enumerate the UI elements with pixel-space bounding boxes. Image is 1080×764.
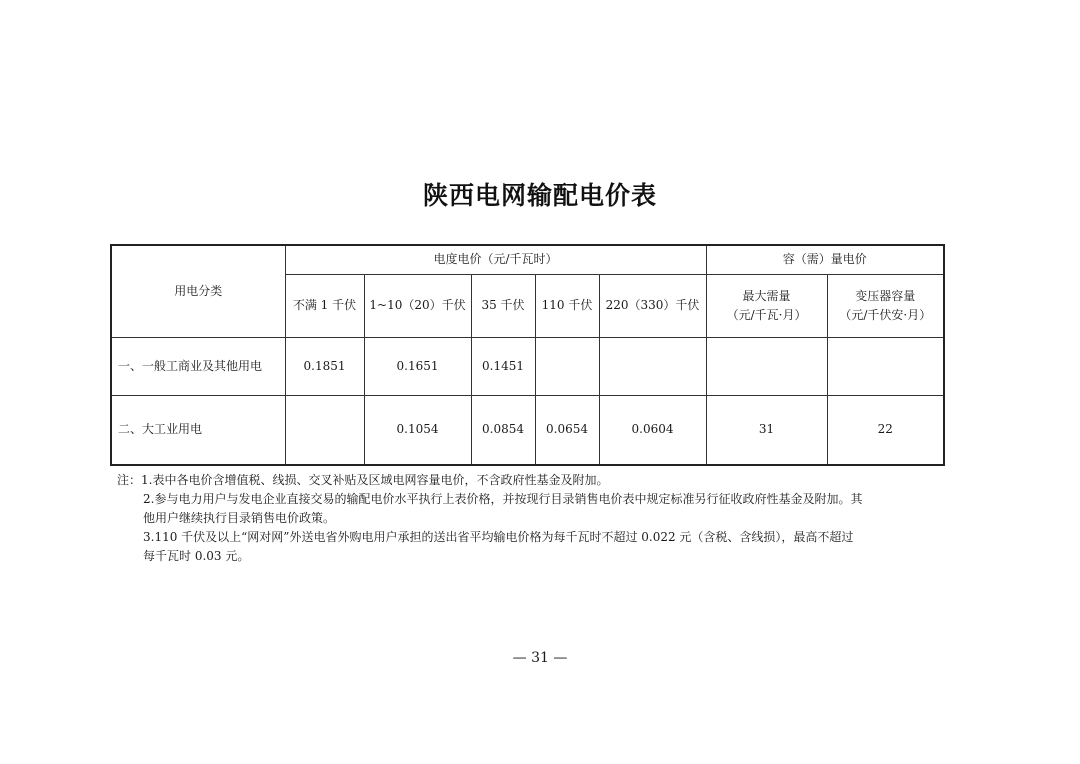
table-cell xyxy=(706,337,827,395)
column-header-line: 最大需量 xyxy=(742,288,791,303)
table-cell: 31 xyxy=(706,395,827,465)
column-header-max-demand xyxy=(706,274,827,337)
column-header: 35 千伏 xyxy=(471,274,535,337)
note-line: 3.110 千伏及以上“网对网”外送电省外购电用户承担的送出省平均输电价格为每千瓦时不超过 0.022 元（含税、含线损），最高不超过 xyxy=(143,530,854,544)
notes xyxy=(117,471,962,566)
column-header-unit: （元/千伏安·月） xyxy=(839,307,932,322)
table-cell: 0.1651 xyxy=(364,337,471,395)
column-header: 1~10（20）千伏 xyxy=(364,274,471,337)
table-cell xyxy=(535,337,599,395)
column-header: 220（330）千伏 xyxy=(599,274,706,337)
capacity-price-group-header: 容（需）量电价 xyxy=(706,245,944,274)
row-category: 一、一般工商业及其他用电 xyxy=(111,337,285,395)
page-number: — 31 — xyxy=(512,650,568,666)
note-line: 注：1.表中各电价含增值税、线损、交叉补贴及区域电网容量电价，不含政府性基金及附加。 xyxy=(117,473,609,487)
table-cell xyxy=(285,395,364,465)
column-header-line: 变压器容量 xyxy=(855,288,916,303)
table-cell: 0.1851 xyxy=(285,337,364,395)
column-header-transformer-capacity xyxy=(827,274,944,337)
table-row xyxy=(111,337,944,395)
table-cell: 0.0854 xyxy=(471,395,535,465)
page-title: 陕西电网输配电价表 xyxy=(422,181,657,210)
energy-price-group-header: 电度电价（元/千瓦时） xyxy=(285,245,706,274)
table-cell: 0.0654 xyxy=(535,395,599,465)
column-header-unit: （元/千瓦·月） xyxy=(726,307,807,322)
column-header: 不满 1 千伏 xyxy=(285,274,364,337)
row-category: 二、大工业用电 xyxy=(111,395,285,465)
table-header-row xyxy=(111,245,944,274)
table-cell: 0.1054 xyxy=(364,395,471,465)
table-row xyxy=(111,395,944,465)
tariff-table xyxy=(110,244,945,466)
table-cell xyxy=(599,337,706,395)
category-header: 用电分类 xyxy=(111,245,285,337)
table-cell xyxy=(827,337,944,395)
note-line: 2.参与电力用户与发电企业直接交易的输配电价水平执行上表价格，并按现行目录销售电价表中规定标准另行征收政府性基金及附加。其 xyxy=(143,492,863,506)
table-cell: 0.1451 xyxy=(471,337,535,395)
note-line: 每千瓦时 0.03 元。 xyxy=(143,549,250,563)
table-cell: 22 xyxy=(827,395,944,465)
column-header: 110 千伏 xyxy=(535,274,599,337)
table-cell: 0.0604 xyxy=(599,395,706,465)
note-line: 他用户继续执行目录销售电价政策。 xyxy=(143,511,336,525)
